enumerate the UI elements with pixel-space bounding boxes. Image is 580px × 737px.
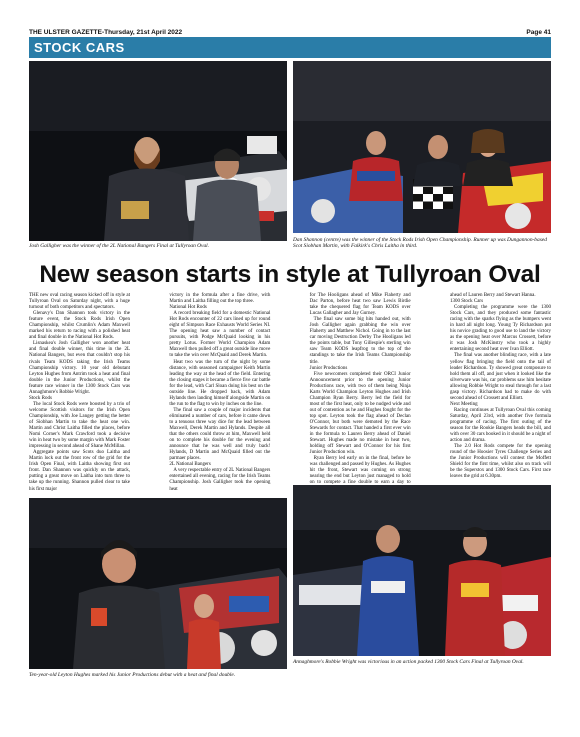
caption-top-right: Dan Shannon (centre) was the winner of the Stock Rods Irish Open Championship. Runner up was Dungannon-based Scot Siobhan Martin, with Falkirk's Chris Laitha in third. bbox=[293, 237, 547, 250]
article-headline: New season starts in style at Tullyroan Oval bbox=[39, 261, 541, 288]
paragraph: THE new oval racing season kicked off in style at Tullyroan Oval on Saturday night, with a huge turnout of both competitors and spectators. bbox=[29, 293, 130, 311]
paragraph: Five newcomers completed their ORCI Junior Announcement prior to the opening Junior Productions race, with two of them being Ninja Karts World Champion Leyton Hughes and Irish Champion Ryan Berry. Berry led the field for most of the first heat, only to be nudged wide and out of contention as he and Hughes fought for the top spot. Leyton took the flag ahead of Declan O'Connor, but both were demoted by the Race Stewards for contact. That handed a first ever win in the formula to Lauren Berry ahead of Daniel Stewart. Hughes made no mistake in heat two, holding off Stewart and O'Connor for his first Junior Production win. bbox=[309, 371, 411, 456]
photo-dan-shannon bbox=[293, 61, 551, 233]
article-column-2 bbox=[169, 293, 271, 492]
paragraph: Aggregate points saw Scots duo Laitha and Martin lock out the front row of the grid for the Irish Open Final, with Laitha showing first out front. Dan Shannon was quickly on the attack, putting a great move on Laitha into turn three to take up the running. Shannon pulled clear to take his first major bbox=[29, 450, 130, 492]
article-column-4 bbox=[450, 293, 551, 489]
photo-leyton-hughes bbox=[29, 498, 287, 669]
photo-josh-galligher bbox=[29, 61, 287, 241]
paragraph: The final was another blinding race, with a late yellow flag bringing the field onto the tail of leader Richardson. Ty showed great composure to hold them all off, and just when it looked like the silverware was his, car problems saw him hesitate allowing Robbie Wright to steal through for a last gasp victory. Richardson had to make do with second ahead of Crossett and Elliott. bbox=[449, 353, 551, 401]
paragraph: The 2.0 Hot Rods compete for the opening round of the Hoosier Tyres Challenge Series and the Junior Productions will contest the Moffett Shield for the first time, whilst also on track will be the Superstox and 1300 Stock Cars. First race leaves the grid at 6.30pm. bbox=[449, 444, 551, 480]
paragraph: The final saw some big hits handed out, with Josh Galligher again grabbing the win over Flaherty and Matthew Nichol. Going in to the last car moving Destruction Derby The Hooligans led the points table, but Tony Gillespie's sterling win saw Team KODS leapfrog to the top of the standings to take the Irish Teams Championship title. bbox=[309, 317, 411, 365]
subhead: Stock Rods bbox=[29, 395, 52, 401]
paragraph: Racing continues at Tullyroan Oval this coming Saturday, April 23rd, with another five formula programme of racing. The first outing of the season for the Rookie Bangers heads the bill, and with over 30 cars booked in it should be a night of action and drama. bbox=[449, 407, 551, 444]
paragraph: ahead of Lauren Berry and Stewart Hanna. bbox=[449, 293, 536, 298]
subhead: 1300 Stock Cars bbox=[449, 299, 484, 305]
paragraph: Heat two was the turn of the night by some distance, with seasoned campaigner Keith Martin leading the way at the head of the field. Entering the closing stages it became a fierce five car battle for the lead, with Carl Sloan doing his best on the outside line. He dropped back, with Adam Hylands then landing himself alongside Martin on the run to the flag to win by inches on the line. bbox=[169, 359, 271, 407]
page-number: Page 41 bbox=[526, 29, 551, 36]
paragraph: Completing the programme were the 1300 Stock Cars, and they produced some fantastic racing with the sparks flying as the bumpers went in hard all night long. Young Ty Richardson put his novice grading to good use to land the victory as the opening heat over Marcus Crossett, before it was Josh McKinstry who took a highly entertaining second heat over Ivan Elliott. bbox=[449, 305, 551, 353]
section-banner: STOCK CARS bbox=[29, 37, 551, 58]
paragraph: A record breaking field for a domestic National Hot Rods encounter of 22 cars lined up for round eight of Simpson Race Exhausts World Series NI. The opening heat saw a number of contact pursuits, with Podge McQuaid looking in his pretty Lotus. Former World Champion Adam Maxwell then pulled off a great outside line move to take the win over McQuaid and Derek Martin. bbox=[169, 311, 271, 359]
article-column-1 bbox=[29, 293, 130, 492]
photo-robbie-wright bbox=[293, 485, 551, 656]
page-header bbox=[29, 26, 551, 36]
subhead: Next Meeting bbox=[449, 401, 478, 407]
caption-bottom-right: Annaghmore's Robbie Wright was victorious in an action packed 1300 Stock Cars Final at Tullyroan Oval. bbox=[293, 659, 524, 665]
subhead: National Hot Rods bbox=[169, 305, 207, 311]
paragraph: A very respectable entry of 2L National Bangers entertained all evening, racing for the Irish Teams Championship. Josh Galligher took the opening heat bbox=[169, 468, 271, 492]
paragraph: Lisnaskea's Josh Galligher won another heat and final double winner, this time in the 2L National Bangers, but even that couldn't stop his rivals Team KODS taking the Irish Teams Championship victory. 10 year old debutant Leyton Hughes from Antrim took a heat and final double in the Junior Productions, whilst the feature race winner in the 1300 Stock Cars was Annaghmore's Robbie Wright. bbox=[29, 341, 130, 395]
paragraph: for The Hooligans ahead of Mike Flaherty and Dac Parton, before heat two saw Lewis Birdie take the chequered flag for Team KODS over Lucas Gallagher and Jay Gurney. bbox=[309, 293, 411, 317]
article-body bbox=[29, 293, 551, 492]
paragraph: Ryan Berry led early on in the final, before he was challenged and passed by Hughes. As Hughes hit the front, Stewart was coming on strong nearing the end but Leyton just managed to hold on to compete a fine double to earn a day to bbox=[309, 456, 411, 486]
paragraph: The final saw a couple of major incidents that eliminated a number of cars, before it came down to a tenuous three way dice for the lead between Maxwell, Derek Martin and Hylands. Despite all that the others could throw at him, Maxwell held on to complete his double for the evening and announce that he was well and truly back! Hylands, D Martin and McQuaid filled out the parmaer places. bbox=[169, 407, 271, 462]
caption-bottom-left: Ten-year-old Leyton Hughes marked his Junior Productions debut with a heat and final double. bbox=[29, 672, 236, 678]
subhead: 2L National Bangers bbox=[169, 462, 211, 468]
caption-top-left: Josh Galligher was the winner of the 2L National Bangers Final at Tullyroan Oval. bbox=[29, 243, 209, 249]
article-column-3 bbox=[310, 293, 411, 489]
paragraph: Glenavy's Dan Shannon took victory in the feature event, the Stock Rods Irish Open Championship, whilst Crumlin's Adam Maxwell marked his return to racing with a polished heat and final double in the National Hot Rods. bbox=[29, 311, 130, 341]
publication-date: THE ULSTER GAZETTE-Thursday, 21st April 2022 bbox=[29, 29, 183, 36]
paragraph: victory in the formula after a fine drive, with Martin and Laitha filling out the top three. bbox=[169, 293, 271, 305]
subhead: Junior Productions bbox=[309, 365, 348, 371]
paragraph: The local Stock Rods were boosted by a trio of welcome Scottish visitors for the Irish Open Championship, with Joe Langey getting the better of Siobhan Martin to take the heat one win. Martin and Christ Laitha filled the places, before Nomi Corner's Mark Crawford took a decisive win in heat two by some margin with Mark Foster impressing in second ahead of Shane McMillan. bbox=[29, 401, 130, 450]
